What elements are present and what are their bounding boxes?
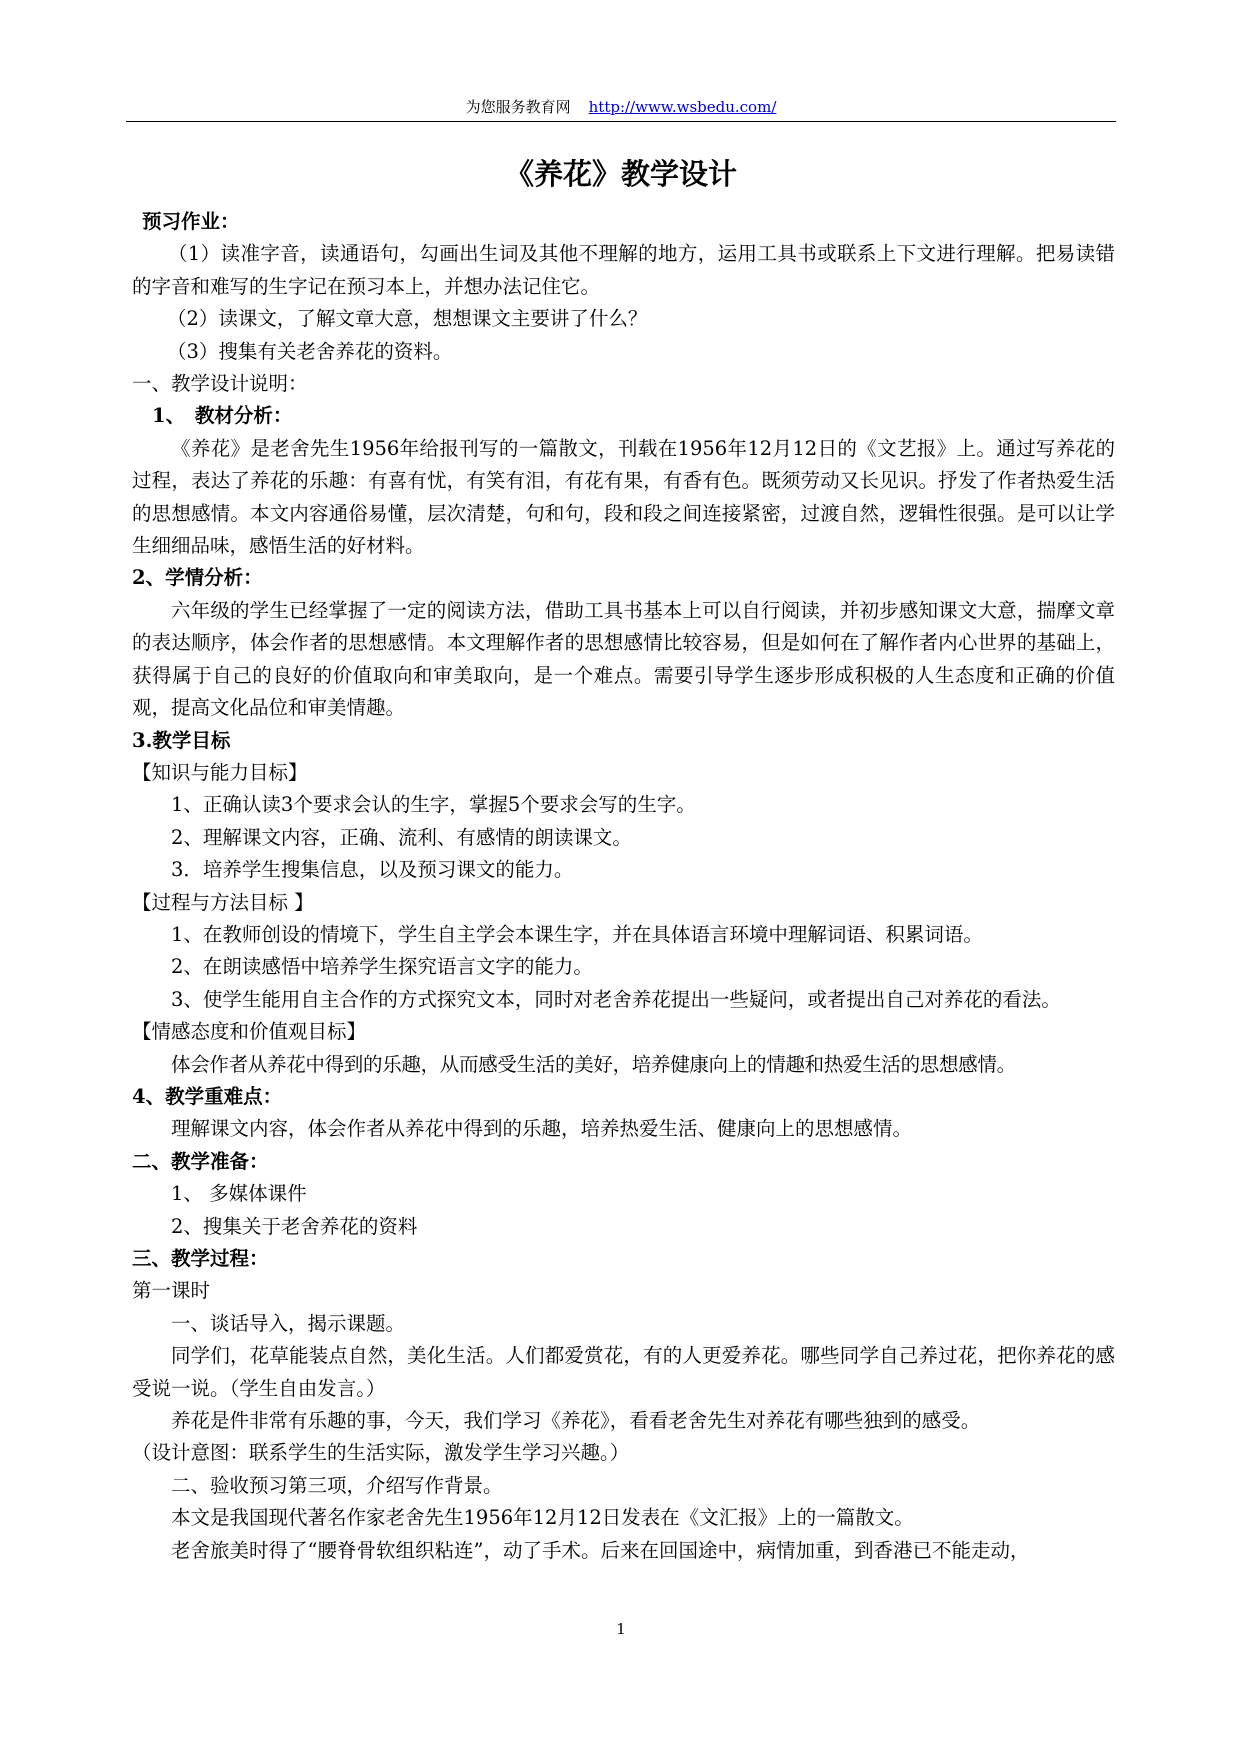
section-heading-preview: 预习作业： (142, 210, 240, 233)
section-heading-preparation: 二、教学准备： (132, 1149, 269, 1173)
page-header (126, 98, 1116, 116)
subheading-material-analysis: 1、 教材分析： (152, 404, 293, 428)
preparation-item-2: 2、搜集关于老舍养花的资料 (171, 1214, 418, 1238)
step-heading-2: 二、验收预习第三项，介绍写作背景。 (171, 1473, 503, 1497)
subheading-key-points: 4、教学重难点： (132, 1084, 283, 1108)
process-item-2: 2、在朗读感悟中培养学生探究语言文字的能力。 (171, 955, 593, 979)
paragraph-step2-2: 老舍旅美时得了“腰脊骨软组织粘连”，动了手术。后来在回国途中，病情加重，到香港已不能走动， (171, 1538, 1030, 1562)
page-number: 1 (616, 1620, 626, 1638)
section-heading-design: 一、教学设计说明： (132, 372, 308, 396)
section-heading-process: 三、教学过程： (132, 1247, 269, 1270)
paragraph-step2-1: 本文是我国现代著名作家老舍先生1956年12月12日发表在《文汇报》上的一篇散文。 (171, 1506, 914, 1530)
emotion-item-1: 体会作者从养花中得到的乐趣，从而感受生活的美好，培养健康向上的情趣和热爱生活的思想感情。 (171, 1052, 1016, 1076)
document-title: 《养花》教学设计 (504, 157, 737, 191)
lesson-label: 第一课时 (132, 1279, 211, 1303)
paragraph-preview-2: （2）读课文，了解文章大意，想想课文主要讲了什么？ (167, 307, 648, 331)
process-item-1: 1、在教师创设的情境下，学生自主学会本课生字，并在具体语言环境中理解词语、积累词语。 (171, 922, 983, 946)
subheading-objectives: 3.教学目标 (132, 728, 231, 752)
objective-item-1: 1、正确认读3个要求会认的生字，掌握5个要求会写的生字。 (171, 793, 696, 817)
paragraph-material-analysis: 《养花》是老舍先生1956年给报刊写的一篇散文，刊载在1956年12月12日的《文艺报》上。通过写养花的过程，表达了养花的乐趣：有喜有忧，有笑有泪，有花有果，有香有色。既须劳动又长见识。抒发了作者热爱生活的思想感情。本文内容通俗易懂，层次清楚，句和句，段和段之间连接紧密，过渡自然，逻辑性很强。是可以让学生细细品味，感悟生活的好材料。 (132, 436, 1115, 558)
preparation-item-1: 1、 多媒体课件 (171, 1182, 307, 1206)
paragraph-step1-1: 同学们，花草能装点自然，美化生活。人们都爱赏花，有的人更爱养花。哪些同学自己养过花，把你养花的感受说一说。（学生自由发言。） (132, 1344, 1115, 1400)
objective-group-process: 【过程与方法目标 】 (132, 890, 314, 914)
step-heading-1: 一、谈话导入，揭示课题。 (171, 1311, 406, 1335)
header-divider (126, 121, 1116, 122)
objective-item-2: 2、理解课文内容，正确、流利、有感情的朗读课文。 (171, 825, 632, 849)
paragraph-preview-3: （3）搜集有关老舍养花的资料。 (167, 339, 453, 363)
header-site-name: 为您服务教育网 (465, 98, 571, 116)
document-body (132, 206, 1115, 1567)
subheading-learner-analysis: 2、学情分析： (132, 566, 263, 590)
process-item-3: 3、使学生能用自主合作的方式探究文本，同时对老舍养花提出一些疑问，或者提出自己对养花的看法。 (171, 987, 1061, 1011)
paragraph-learner-analysis: 六年级的学生已经掌握了一定的阅读方法，借助工具书基本上可以自行阅读，并初步感知课文大意，揣摩文章的表达顺序，体会作者的思想感情。本文理解作者的思想感情比较容易，但是如何在了解作者内心世界的基础上，获得属于自己的良好的价值取向和审美取向，是一个难点。需要引导学生逐步形成积极的人生态度和正确的价值观，提高文化品位和审美情趣。 (132, 598, 1115, 720)
paragraph-key-points: 理解课文内容，体会作者从养花中得到的乐趣，培养热爱生活、健康向上的思想感情。 (171, 1117, 913, 1141)
objective-item-3: 3．培养学生搜集信息，以及预习课文的能力。 (171, 858, 574, 882)
design-intent-note: （设计意图：联系学生的生活实际，激发学生学习兴趣。） (132, 1441, 630, 1465)
header-url-link[interactable]: http://www.wsbedu.com/ (588, 98, 777, 116)
objective-group-knowledge: 【知识与能力目标】 (132, 760, 308, 784)
objective-group-emotion: 【情感态度和价值观目标】 (132, 1020, 367, 1044)
paragraph-step1-2: 养花是件非常有乐趣的事，今天，我们学习《养花》，看看老舍先生对养花有哪些独到的感受。 (171, 1409, 981, 1433)
paragraph-preview-1: （1）读准字音，读通语句，勾画出生词及其他不理解的地方，运用工具书或联系上下文进行理解。把易读错的字音和难写的生字记在预习本上，并想办法记住它。 (132, 242, 1115, 298)
